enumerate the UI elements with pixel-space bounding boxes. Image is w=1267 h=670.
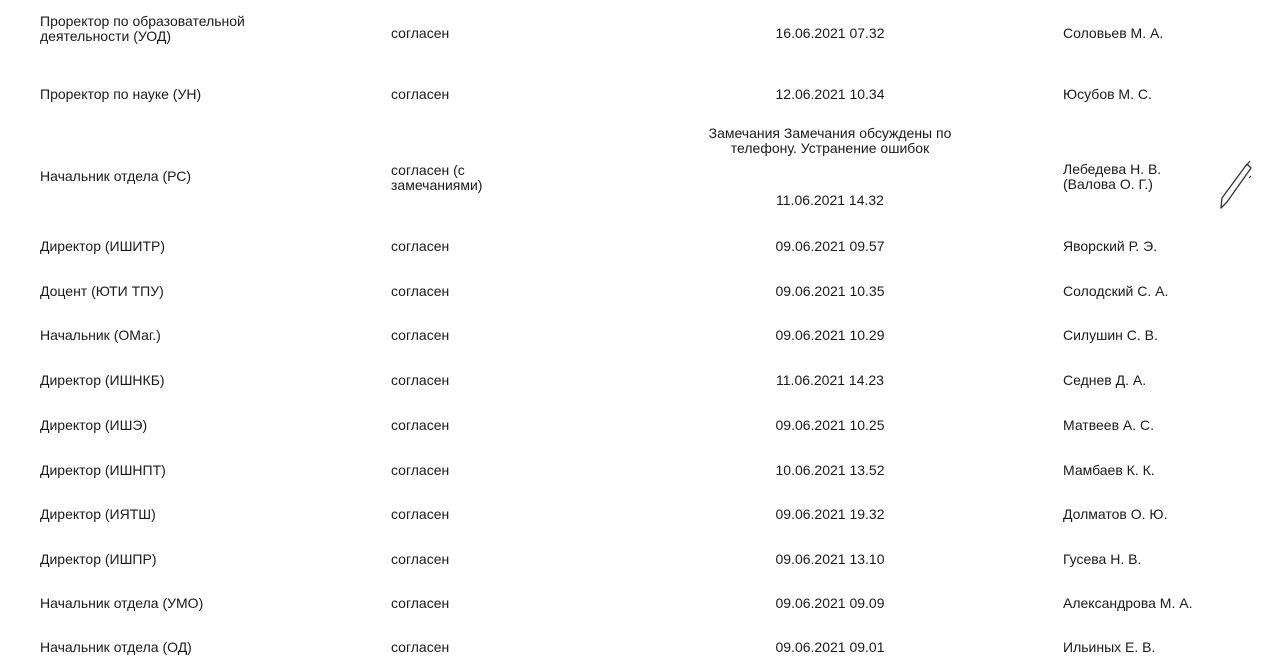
approver-name: Мамбаев К. К. — [1063, 462, 1155, 478]
approval-date: 09.06.2021 09.09 — [775, 595, 885, 611]
approver-position: Проректор по образовательной деятельности (УОД) — [40, 13, 245, 44]
approval-date: 11.06.2021 14.32 — [776, 192, 884, 208]
approval-status: согласен — [391, 238, 450, 254]
approval-status: согласен — [391, 86, 450, 102]
approval-date: 09.06.2021 10.29 — [775, 327, 885, 343]
approval-date: 09.06.2021 13.10 — [775, 551, 885, 567]
approver-name: Лебедева Н. В. (Валова О. Г.) — [1063, 161, 1162, 192]
approver-name: Гусева Н. В. — [1063, 551, 1142, 567]
approval-remark: Замечания Замечания обсуждены по телефону. Устранение ошибок — [708, 125, 952, 156]
approver-name: Александрова М. А. — [1063, 595, 1193, 611]
approver-position: Начальник отдела (РС) — [40, 168, 192, 184]
handwritten-signature — [1219, 158, 1253, 210]
approval-status: согласен — [391, 551, 450, 567]
approver-position: Директор (ИШНКБ) — [40, 372, 165, 388]
approval-date: 09.06.2021 10.35 — [775, 283, 885, 299]
approval-date: 09.06.2021 09.01 — [775, 639, 885, 655]
approval-status: согласен — [391, 595, 450, 611]
approver-name: Юсубов М. С. — [1063, 86, 1152, 102]
approval-date: 16.06.2021 07.32 — [775, 25, 885, 41]
approver-name: Ильиных Е. В. — [1063, 639, 1156, 655]
approval-date: 11.06.2021 14.23 — [776, 372, 884, 388]
approver-position: Директор (ИШЭ) — [40, 417, 148, 433]
approver-position: Доцент (ЮТИ ТПУ) — [40, 283, 164, 299]
approver-name: Силушин С. В. — [1063, 327, 1158, 343]
approver-position: Директор (ИШНПТ) — [40, 462, 166, 478]
approver-position: Начальник отдела (ОД) — [40, 639, 192, 655]
approver-name: Соловьев М. А. — [1063, 25, 1164, 41]
approval-date: 12.06.2021 10.34 — [775, 86, 885, 102]
approval-date: 09.06.2021 09.57 — [775, 238, 885, 254]
approval-status: согласен — [391, 639, 450, 655]
approver-position: Директор (ИШПР) — [40, 551, 157, 567]
approver-name: Яворский Р. Э. — [1063, 238, 1158, 254]
approval-status: согласен — [391, 506, 450, 522]
approval-status: согласен — [391, 25, 450, 41]
approver-position: Начальник отдела (УМО) — [40, 595, 204, 611]
approval-status: согласен — [391, 417, 450, 433]
approver-name: Седнев Д. А. — [1063, 372, 1147, 388]
approval-status: согласен (с замечаниями) — [391, 162, 483, 193]
approval-date: 09.06.2021 10.25 — [775, 417, 885, 433]
approver-name: Долматов О. Ю. — [1063, 506, 1168, 522]
approval-date: 10.06.2021 13.52 — [775, 462, 885, 478]
approver-position: Директор (ИШИТР) — [40, 238, 166, 254]
approver-name: Солодский С. А. — [1063, 283, 1169, 299]
approval-date: 09.06.2021 19.32 — [775, 506, 885, 522]
approver-position: Проректор по науке (УН) — [40, 86, 202, 102]
approver-position: Начальник (ОМаг.) — [40, 327, 161, 343]
approval-status: согласен — [391, 283, 450, 299]
approver-name: Матвеев А. С. — [1063, 417, 1155, 433]
approval-status: согласен — [391, 327, 450, 343]
approval-status: согласен — [391, 372, 450, 388]
approver-position: Директор (ИЯТШ) — [40, 506, 156, 522]
approval-status: согласен — [391, 462, 450, 478]
